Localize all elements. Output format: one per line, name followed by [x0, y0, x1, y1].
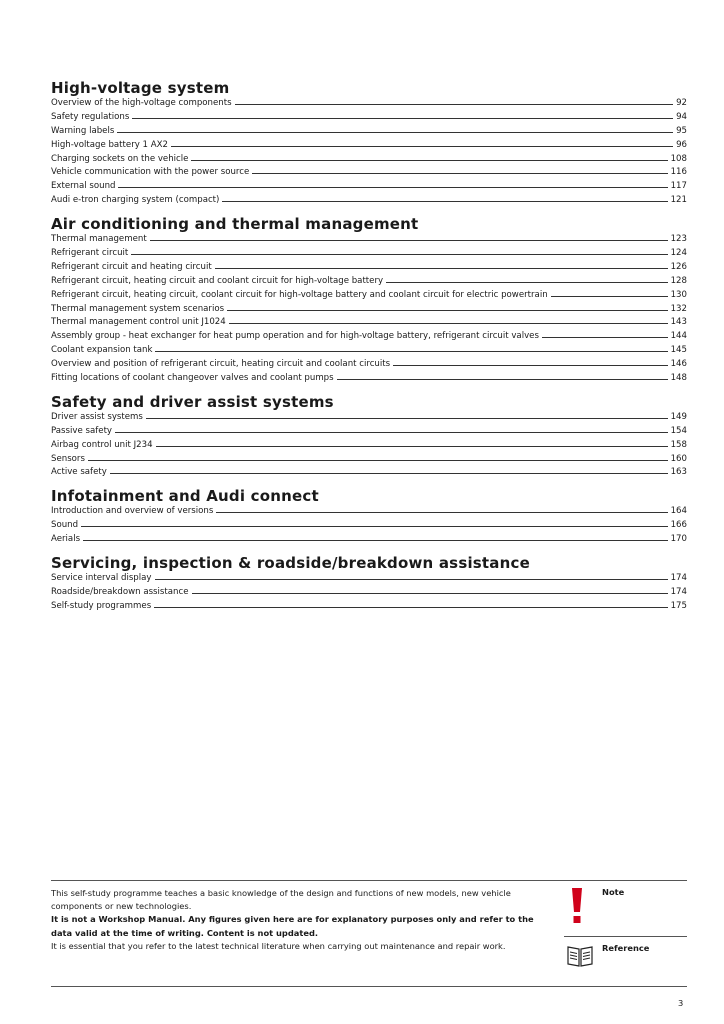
entry-text: Audi e-tron charging system (compact)	[51, 195, 220, 206]
toc-section	[51, 487, 687, 547]
leader-line	[117, 132, 673, 133]
entry-page: 164	[670, 506, 687, 517]
footer-divider-bottom	[51, 986, 687, 987]
leader-line	[215, 268, 668, 269]
leader-line	[551, 296, 668, 297]
entry-text: Service interval display	[51, 573, 152, 584]
entry-page: 116	[670, 167, 687, 178]
toc-entry[interactable]	[51, 519, 687, 533]
entry-text: Overview of the high-voltage components	[51, 98, 232, 108]
section-title: Servicing, inspection & roadside/breakdown assistance	[51, 554, 530, 573]
leader-line	[132, 118, 673, 119]
entry-text: Overview and position of refrigerant circuit, heating circuit and coolant circuits	[51, 359, 391, 370]
entry-page: 175	[670, 600, 687, 611]
table-of-contents	[51, 79, 687, 614]
entry-text: Self-study programmes	[51, 600, 152, 611]
entry-text: Refrigerant circuit, heating circuit, coolant circuit for high-voltage battery and coolant circuit for electric powertrain	[51, 289, 548, 300]
toc-section	[51, 215, 687, 386]
entry-page: 158	[670, 439, 687, 450]
leader-line	[191, 160, 667, 161]
toc-entry[interactable]	[51, 439, 687, 453]
entry-page: 117	[670, 181, 687, 192]
toc-entry[interactable]	[51, 330, 687, 344]
entry-page: 166	[670, 520, 687, 531]
entry-page: 128	[670, 275, 687, 286]
exclamation-icon	[570, 886, 584, 930]
entry-text: Sensors	[51, 453, 85, 464]
page-number: 3	[678, 998, 684, 1008]
toc-entry[interactable]	[51, 344, 687, 358]
entry-page: 92	[676, 98, 687, 108]
disclaimer	[51, 887, 551, 953]
disclaimer-line: It is essential that you refer to the latest technical literature when carrying out maintenance and repair work.	[51, 940, 506, 951]
toc-entry[interactable]	[51, 466, 687, 480]
entry-text: Warning labels	[51, 125, 115, 136]
toc-entry[interactable]	[51, 600, 687, 614]
leader-line	[118, 187, 667, 188]
entry-text: Coolant expansion tank	[51, 345, 153, 356]
leader-line	[216, 512, 667, 513]
entry-page: 149	[670, 411, 687, 422]
entry-text: Assembly group - heat exchanger for heat pump operation and for high-voltage battery, refrigerant circuit valves	[51, 331, 539, 342]
entry-page: 96	[676, 139, 687, 150]
toc-entry[interactable]	[51, 275, 687, 289]
entry-page: 130	[670, 289, 687, 300]
toc-entry[interactable]	[51, 125, 687, 139]
entry-page: 145	[670, 345, 687, 356]
toc-entry[interactable]	[51, 233, 687, 247]
section-title: Air conditioning and thermal management	[51, 215, 419, 234]
entry-page: 174	[670, 586, 687, 597]
entry-text: Passive safety	[51, 425, 113, 436]
leader-line	[542, 337, 668, 338]
leader-line	[110, 473, 668, 474]
leader-line	[386, 282, 668, 283]
toc-entry[interactable]	[51, 533, 687, 547]
toc-entry[interactable]	[51, 303, 687, 317]
entry-text: Safety regulations	[51, 111, 130, 122]
entry-text: Sound	[51, 520, 79, 531]
entry-text: Thermal management system scenarios	[51, 303, 225, 314]
leader-line	[192, 593, 668, 594]
entry-page: 121	[670, 195, 687, 206]
entry-text: Charging sockets on the vehicle	[51, 153, 189, 164]
toc-entry[interactable]	[51, 180, 687, 194]
entry-page: 123	[670, 234, 687, 245]
entry-page: 124	[670, 248, 687, 259]
leader-line	[154, 607, 667, 608]
entry-text: Active safety	[51, 467, 107, 478]
section-title: Safety and driver assist systems	[51, 392, 334, 411]
entry-text: Thermal management control unit J1024	[51, 317, 226, 328]
entry-text: Driver assist systems	[51, 411, 143, 422]
toc-entry[interactable]	[51, 111, 687, 125]
toc-entry[interactable]	[51, 358, 687, 372]
toc-entry[interactable]	[51, 572, 687, 586]
toc-section	[51, 79, 687, 208]
leader-line	[155, 351, 667, 352]
leader-line	[227, 310, 668, 311]
leader-line	[337, 379, 668, 380]
entry-page: 160	[670, 453, 687, 464]
leader-line	[115, 432, 668, 433]
toc-entry[interactable]	[51, 166, 687, 180]
reference-label: Reference	[602, 943, 650, 953]
entry-page: 148	[670, 373, 687, 384]
toc-entry[interactable]	[51, 425, 687, 439]
leader-line	[229, 323, 668, 324]
toc-entry[interactable]	[51, 261, 687, 275]
entry-page: 170	[670, 534, 687, 545]
entry-page: 94	[676, 111, 687, 122]
note-label: Note	[602, 887, 625, 897]
toc-entry[interactable]	[51, 411, 687, 425]
entry-text: Aerials	[51, 534, 81, 545]
entry-text: Fitting locations of coolant changeover valves and coolant pumps	[51, 373, 334, 384]
entry-page: 154	[670, 425, 687, 436]
note-legend	[564, 886, 687, 936]
entry-text: Refrigerant circuit, heating circuit and coolant circuit for high-voltage battery	[51, 275, 384, 286]
entry-text: Vehicle communication with the power source	[51, 167, 250, 178]
toc-entry[interactable]	[51, 316, 687, 330]
entry-page: 108	[670, 153, 687, 164]
entry-text: Introduction and overview of versions	[51, 506, 214, 517]
toc-entry[interactable]	[51, 139, 687, 153]
entry-text: External sound	[51, 181, 116, 192]
section-title: High-voltage system	[51, 79, 230, 97]
leader-line	[393, 365, 667, 366]
entry-text: Thermal management	[51, 234, 147, 245]
toc-entry[interactable]	[51, 453, 687, 467]
entry-page: 163	[670, 467, 687, 478]
entry-page: 143	[670, 317, 687, 328]
leader-line	[252, 173, 667, 174]
toc-entry[interactable]	[51, 153, 687, 167]
toc-entry[interactable]	[51, 289, 687, 303]
leader-line	[171, 146, 673, 147]
leader-line	[222, 201, 667, 202]
footer-divider-top	[51, 880, 687, 881]
leader-line	[88, 460, 668, 461]
section-title: Infotainment and Audi connect	[51, 487, 319, 506]
toc-entry[interactable]	[51, 247, 687, 261]
disclaimer-warning: It is not a Workshop Manual. Any figures given here are for explanatory purposes only and refer to the data valid at the time of writing. Content is not updated.	[51, 914, 534, 938]
leader-line	[83, 540, 668, 541]
entry-page: 132	[670, 303, 687, 314]
leader-line	[146, 418, 668, 419]
entry-text: Refrigerant circuit and heating circuit	[51, 261, 212, 272]
entry-page: 95	[676, 125, 687, 136]
leader-line	[131, 254, 667, 255]
entry-page: 146	[670, 359, 687, 370]
reference-legend	[564, 940, 687, 970]
entry-text: Refrigerant circuit	[51, 248, 129, 259]
entry-page: 126	[670, 261, 687, 272]
note-divider	[564, 936, 687, 937]
leader-line	[235, 104, 673, 105]
leader-line	[156, 446, 668, 447]
toc-entry[interactable]	[51, 97, 687, 111]
entry-page: 144	[670, 331, 687, 342]
toc-entry[interactable]	[51, 194, 687, 208]
toc-entry[interactable]	[51, 586, 687, 600]
book-icon	[566, 944, 594, 972]
entry-text: Roadside/breakdown assistance	[51, 586, 189, 597]
entry-text: High-voltage battery 1 AX2	[51, 139, 168, 150]
toc-section	[51, 393, 687, 480]
leader-line	[150, 240, 668, 241]
leader-line	[155, 579, 668, 580]
toc-entry[interactable]	[51, 372, 687, 386]
entry-page: 174	[670, 573, 687, 584]
toc-entry[interactable]	[51, 505, 687, 519]
disclaimer-line: This self-study programme teaches a basic knowledge of the design and functions of new models, new vehicle components or new technologies.	[51, 888, 511, 912]
toc-section	[51, 554, 687, 614]
entry-text: Airbag control unit J234	[51, 439, 153, 450]
leader-line	[81, 526, 668, 527]
